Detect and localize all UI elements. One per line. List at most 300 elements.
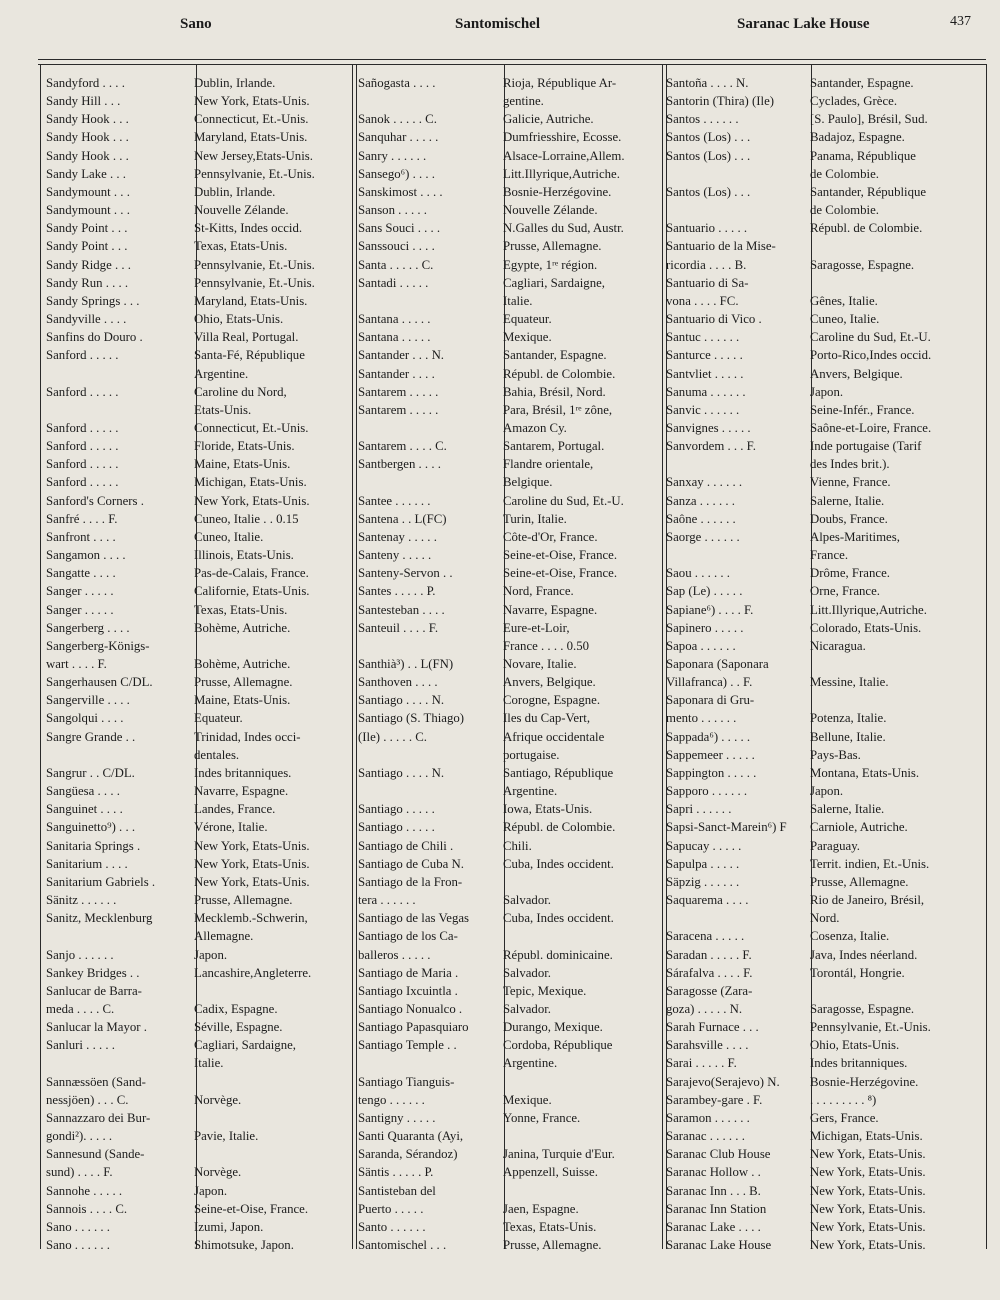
entry-row: [358, 256, 661, 274]
entry-place: Argentine.: [503, 1056, 558, 1071]
entry-name: Sanitarium Gabriels .: [46, 874, 156, 889]
entry-name: Sapporo . . . . . .: [666, 784, 748, 799]
entry-place: [S. Paulo], Brésil, Sud.: [810, 112, 928, 127]
entry-row: [358, 1000, 661, 1018]
entry-name: Sansego⁶) . . . .: [358, 166, 435, 181]
entry-name: Saranac Inn . . . B.: [666, 1183, 761, 1198]
entry-row: [358, 237, 661, 255]
entry-place: Drôme, France.: [810, 566, 890, 581]
entry-row: [666, 673, 978, 691]
entry-place: Izumi, Japon.: [194, 1219, 264, 1234]
entry-name: [666, 546, 810, 564]
entry-row: [666, 419, 978, 437]
entry-row: [46, 201, 348, 219]
entry-place: Yonne, France.: [503, 1110, 581, 1125]
entry-place: Michigan, Etats-Unis.: [194, 475, 307, 490]
entry-name: [46, 927, 194, 945]
entry-name: Santiago Ixcuintla .: [358, 983, 458, 998]
entry-name: Saracena . . . . .: [666, 929, 745, 944]
entry-name: Santuario . . . . .: [666, 221, 748, 236]
entry-name: vona . . . . FC.: [666, 293, 739, 308]
top-rule-inner: [38, 64, 986, 65]
entry-row: [666, 92, 978, 110]
entry-place: N.Galles du Sud, Austr.: [503, 221, 624, 236]
entry-name: Sarahsville . . . .: [666, 1038, 749, 1053]
entry-row: [46, 328, 348, 346]
entry-row: [46, 1127, 348, 1145]
entry-row: [666, 219, 978, 237]
entry-place: des Indes brit.).: [810, 457, 890, 472]
entry-place: Bohème, Autriche.: [194, 620, 291, 635]
entry-name: Santhià³) . . L(FN): [358, 657, 454, 671]
entry-name: Sanxay . . . . . .: [666, 475, 743, 490]
entry-place: Salvador.: [503, 1001, 551, 1016]
entry-name: Santigny . . . . .: [358, 1110, 436, 1125]
entry-name: Saranac Club House: [666, 1147, 771, 1162]
entry-row: [358, 147, 661, 165]
entry-row: [358, 1054, 661, 1072]
entry-place: Japon.: [810, 384, 844, 399]
entry-name: Saranac Lake . . . .: [666, 1219, 761, 1234]
entry-row: [46, 1073, 348, 1091]
entry-place: Pas-de-Calais, France.: [194, 566, 309, 581]
entry-row: [46, 219, 348, 237]
entry-row: [46, 473, 348, 491]
entry-row: [666, 365, 978, 383]
entry-place: Galicie, Autriche.: [503, 112, 594, 127]
entry-place: Cagliari, Sardaigne,: [194, 1038, 296, 1053]
entry-row: [46, 383, 348, 401]
entry-name: Sanger . . . . .: [46, 602, 114, 617]
entry-name: [358, 637, 503, 655]
entry-place: Prusse, Allemagne.: [503, 239, 602, 254]
entry-place: Appenzell, Suisse.: [503, 1165, 598, 1180]
entry-name: Säntis . . . . . P.: [358, 1165, 434, 1180]
entry-name: Santeny-Servon . .: [358, 566, 453, 581]
entry-place: de Colombie.: [810, 166, 879, 181]
entry-place: Montana, Etats-Unis.: [810, 765, 920, 780]
entry-name: Saquarema . . . .: [666, 893, 749, 908]
entry-row: [358, 365, 661, 383]
entry-name: [358, 92, 503, 110]
entry-name: Sanfront . . . .: [46, 529, 116, 544]
entry-name: Sanuma . . . . . .: [666, 384, 746, 399]
entry-row: [46, 237, 348, 255]
entry-name: Sarajevo(Serajevo) N.: [666, 1074, 780, 1089]
entry-row: [46, 691, 348, 709]
entry-name: Santbergen . . . .: [358, 457, 441, 472]
entry-row: [46, 1145, 348, 1163]
entry-place: [194, 637, 348, 655]
entry-row: [46, 74, 348, 92]
entry-row: [666, 292, 978, 310]
entry-row: [666, 637, 978, 655]
entry-place: Cuneo, Italie.: [194, 529, 264, 544]
entry-row: [358, 818, 661, 836]
entry-name: Santos (Los) . . .: [666, 130, 751, 145]
entry-row: [46, 1218, 348, 1236]
entry-place: Santander, République: [810, 184, 927, 199]
entry-place: [810, 237, 978, 255]
entry-place: Amazon Cy.: [503, 420, 567, 435]
entry-place: Pennsylvanie, Et.-Unis.: [810, 1020, 931, 1035]
entry-row: [666, 1127, 978, 1145]
entry-name: Sannesund (Sande-: [46, 1147, 145, 1162]
entry-name: Sappemeer . . . . .: [666, 747, 755, 762]
entry-name: Sanlucar la Mayor .: [46, 1020, 147, 1035]
entry-name: Santhoven . . . .: [358, 675, 438, 690]
entry-place: Illinois, Etats-Unis.: [194, 548, 294, 563]
entry-place: gentine.: [503, 94, 544, 109]
entry-row: [46, 709, 348, 727]
entry-name: Santuario di Vico .: [666, 312, 762, 327]
entry-row: [666, 619, 978, 637]
entry-name: Sanford's Corners .: [46, 493, 144, 508]
entry-name: Santiago Tianguis-: [358, 1074, 455, 1089]
entry-name: Saragosse (Zara-: [666, 983, 753, 998]
entry-name: Sap (Le) . . . . .: [666, 584, 743, 599]
entry-row: [666, 274, 978, 292]
entry-name: Sanfré . . . . F.: [46, 511, 118, 526]
entry-name: Sandy Ridge . . .: [46, 257, 131, 272]
entry-name: Sandy Hook . . .: [46, 130, 129, 145]
entry-row: [46, 128, 348, 146]
entry-place: Egypte, 1ʳᵉ région.: [503, 257, 598, 272]
entry-row: [46, 510, 348, 528]
entry-row: [46, 147, 348, 165]
entry-name: Santisteban del: [358, 1183, 436, 1198]
entry-name: Saou . . . . . .: [666, 566, 730, 581]
entry-row: [358, 128, 661, 146]
entry-name: Sans Souci . . . .: [358, 221, 441, 236]
entry-place: Rio de Janeiro, Brésil,: [810, 893, 925, 908]
entry-row: [358, 92, 661, 110]
entry-place: dentales.: [194, 747, 240, 762]
entry-name: Sanfins do Douro .: [46, 330, 143, 345]
entry-place: Tepic, Mexique.: [503, 983, 587, 998]
entry-row: [358, 528, 661, 546]
entry-name: [46, 1054, 194, 1072]
entry-name: gondi²). . . . .: [46, 1129, 113, 1144]
entry-place: Seine-Infér., France.: [810, 402, 915, 417]
entry-row: [358, 1200, 661, 1218]
entry-row: [666, 1018, 978, 1036]
entry-place: Maine, Etats-Unis.: [194, 693, 291, 708]
entry-name: Santiago . . . . N.: [358, 765, 445, 780]
column-border: [352, 64, 353, 1249]
entry-place: Républ. de Colombie.: [503, 366, 616, 381]
entry-row: [46, 764, 348, 782]
entry-name: Sapucay . . . . .: [666, 838, 742, 853]
entry-row: [666, 1145, 978, 1163]
entry-place: Bahia, Brésil, Nord.: [503, 384, 606, 399]
entry-name: Sanguinet . . . .: [46, 802, 123, 817]
entry-name: Sandymount . . .: [46, 203, 130, 218]
entry-place: New York, Etats-Unis.: [194, 874, 310, 889]
page-number: 437: [950, 14, 971, 29]
entry-place: Bosnie-Herzégovine.: [810, 1074, 919, 1089]
entry-place: Dublin, Irlande.: [194, 184, 276, 199]
entry-name: Santee . . . . . .: [358, 493, 431, 508]
entry-name: Santiago de Cuba N.: [358, 856, 464, 871]
entry-place: Norvège.: [194, 1092, 242, 1107]
entry-place: Seine-et-Oise, France.: [503, 566, 618, 581]
column-border: [986, 64, 987, 1249]
entry-name: Santiago de Maria .: [358, 965, 459, 980]
entry-place: Prusse, Allemagne.: [810, 874, 909, 889]
entry-row: [46, 92, 348, 110]
entry-row: [46, 1163, 348, 1181]
entry-row: [666, 1000, 978, 1018]
entry-name: Santiago de la Fron-: [358, 874, 463, 889]
entry-row: [358, 728, 661, 746]
entry-place: Bosnie-Herzégovine.: [503, 184, 612, 199]
entry-place: Jaen, Espagne.: [503, 1201, 579, 1216]
entry-row: [358, 946, 661, 964]
entry-row: [46, 365, 348, 383]
entry-name: Sanquhar . . . . .: [358, 130, 439, 145]
entry-name: [358, 1054, 503, 1072]
entry-row: [46, 183, 348, 201]
entry-row: [666, 709, 978, 727]
entry-name: Santomischel . . .: [358, 1238, 447, 1252]
entry-place: de Colombie.: [810, 203, 879, 218]
entry-place: New York, Etats-Unis.: [810, 1201, 926, 1216]
entry-place: Indes britanniques.: [194, 765, 292, 780]
entry-row: [46, 728, 348, 746]
entry-name: Santana . . . . .: [358, 330, 431, 345]
entry-name: Sarambey-gare . F.: [666, 1092, 763, 1107]
entry-name: [46, 365, 194, 383]
entry-row: [358, 219, 661, 237]
entry-row: [46, 1109, 348, 1127]
entry-row: [46, 800, 348, 818]
entry-name: Sanitz, Mecklenburg: [46, 911, 153, 926]
entry-row: [666, 401, 978, 419]
entry-name: tera . . . . . .: [358, 893, 416, 908]
entry-place: Séville, Espagne.: [194, 1020, 283, 1035]
entry-name: Sanry . . . . . .: [358, 148, 427, 163]
entry-name: Sanvordem . . . F.: [666, 439, 756, 454]
entry-row: [358, 310, 661, 328]
entry-name: Sapoa . . . . . .: [666, 638, 736, 653]
entry-place: Pavie, Italie.: [194, 1129, 259, 1144]
entry-row: [358, 891, 661, 909]
entry-row: [46, 492, 348, 510]
entry-place: Prusse, Allemagne.: [194, 675, 293, 690]
entry-place: Caroline du Sud, Et.-U.: [810, 330, 931, 345]
entry-name: Sangerberg-Königs-: [46, 638, 150, 653]
entry-place: Cuneo, Italie.: [810, 312, 880, 327]
entry-row: [666, 183, 978, 201]
entry-row: [666, 165, 978, 183]
entry-place: Italie.: [503, 293, 533, 308]
entry-name: Sangolqui . . . .: [46, 711, 124, 726]
entry-row: [46, 455, 348, 473]
entry-name: Sanson . . . . .: [358, 203, 427, 218]
entry-row: [46, 165, 348, 183]
entry-row: [46, 873, 348, 891]
entry-place: Pennsylvanie, Et.-Unis.: [194, 275, 315, 290]
entry-name: Santesteban . . . .: [358, 602, 445, 617]
entry-place: Nicaragua.: [810, 638, 866, 653]
entry-place: Texas, Etats-Unis.: [503, 1219, 597, 1234]
entry-row: [358, 1182, 661, 1200]
entry-place: Nouvelle Zélande.: [194, 203, 289, 218]
entry-row: [666, 528, 978, 546]
entry-name: Saradan . . . . . F.: [666, 947, 752, 962]
entry-name: Saorge . . . . . .: [666, 529, 740, 544]
entry-row: [666, 746, 978, 764]
entry-row: [46, 909, 348, 927]
entry-place: Torontál, Hongrie.: [810, 965, 905, 980]
entry-row: [358, 455, 661, 473]
entry-name: Säpzig . . . . . .: [666, 874, 740, 889]
entry-row: [358, 1127, 661, 1145]
entry-name: Santiago de Chili .: [358, 838, 454, 853]
entry-place: Dublin, Irlande.: [194, 76, 276, 90]
entry-place: Républ. de Colombie.: [810, 221, 923, 236]
entry-row: [666, 909, 978, 927]
entry-name: Sanguinetto⁹) . . .: [46, 820, 136, 835]
entry-name: Santa . . . . . C.: [358, 257, 434, 272]
entry-row: [46, 1000, 348, 1018]
entry-row: [46, 655, 348, 673]
entry-name: [358, 782, 503, 800]
entry-place: Turin, Italie.: [503, 511, 567, 526]
entry-name: Santadi . . . . .: [358, 275, 429, 290]
entry-place: [503, 873, 661, 891]
entry-place: Iowa, Etats-Unis.: [503, 802, 593, 817]
entry-place: Ohio, Etats-Unis.: [194, 312, 284, 327]
entry-place: Iles du Cap-Vert,: [503, 711, 591, 726]
entry-name: Sanssouci . . . .: [358, 239, 435, 254]
entry-place: New York, Etats-Unis.: [810, 1219, 926, 1234]
entry-place: New York, Etats-Unis.: [194, 493, 310, 508]
entry-row: [46, 837, 348, 855]
entry-row: [358, 709, 661, 727]
entry-place: Seine-et-Oise, France.: [503, 548, 618, 563]
entry-row: [666, 492, 978, 510]
entry-row: [358, 637, 661, 655]
entry-row: [666, 818, 978, 836]
entry-place: [503, 1073, 661, 1091]
entry-name: nessjöen) . . . C.: [46, 1092, 129, 1107]
entry-place: [194, 1109, 348, 1127]
entry-row: [666, 691, 978, 709]
entry-place: Litt.Illyrique,Autriche.: [810, 602, 927, 617]
entry-name: [666, 455, 810, 473]
entry-name: [666, 909, 810, 927]
entry-row: [358, 274, 661, 292]
entry-row: [666, 473, 978, 491]
entry-row: [46, 1236, 348, 1254]
entry-name: Santes . . . . . P.: [358, 584, 436, 599]
entry-name: ricordia . . . . B.: [666, 257, 747, 272]
entry-row: [46, 274, 348, 292]
entry-row: [666, 1073, 978, 1091]
entry-place: Territ. indien, Et.-Unis.: [810, 856, 930, 871]
entry-place: Seine-et-Oise, France.: [194, 1201, 309, 1216]
entry-name: Santos . . . . . .: [666, 112, 739, 127]
entry-place: Eure-et-Loir,: [503, 620, 570, 635]
entry-row: [46, 1018, 348, 1036]
entry-row: [666, 601, 978, 619]
entry-row: [358, 855, 661, 873]
entry-row: [666, 855, 978, 873]
entry-row: [46, 746, 348, 764]
entry-name: goza) . . . . . N.: [666, 1001, 743, 1016]
entry-name: (Ile) . . . . . C.: [358, 729, 427, 744]
entry-name: Sanvignes . . . . .: [666, 420, 751, 435]
entry-place: Argentine.: [194, 366, 249, 381]
entry-place: Michigan, Etats-Unis.: [810, 1129, 923, 1144]
entry-place: [810, 982, 978, 1000]
entry-row: [358, 982, 661, 1000]
entry-row: [46, 582, 348, 600]
entry-row: [46, 546, 348, 564]
entry-name: Sanford . . . . .: [46, 384, 119, 399]
entry-name: Sandy Hill . . .: [46, 94, 121, 109]
entry-row: [358, 837, 661, 855]
entry-name: Santuario de la Mise-: [666, 239, 776, 254]
entry-name: Sandyville . . . .: [46, 312, 127, 327]
entry-name: Santiago . . . . .: [358, 820, 435, 835]
entry-place: Bellune, Italie.: [810, 729, 886, 744]
entry-row: [666, 800, 978, 818]
entry-name: Santos (Los) . . .: [666, 184, 751, 199]
entry-row: [46, 964, 348, 982]
entry-row: [666, 256, 978, 274]
entry-row: [666, 891, 978, 909]
entry-name: Sanitarium . . . .: [46, 856, 128, 871]
entry-row: [358, 401, 661, 419]
column-border: [40, 64, 41, 1249]
entry-row: [358, 673, 661, 691]
entry-row: [666, 1109, 978, 1127]
entry-row: [358, 419, 661, 437]
entry-name: Sanford . . . . .: [46, 348, 119, 363]
entry-name: Sandy Hook . . .: [46, 148, 129, 163]
entry-place: Potenza, Italie.: [810, 711, 887, 726]
entry-place: Anvers, Belgique.: [503, 675, 596, 690]
entry-name: Sandy Lake . . .: [46, 166, 126, 181]
entry-place: Java, Indes néerland.: [810, 947, 918, 962]
entry-name: Sannois . . . . C.: [46, 1201, 128, 1216]
entry-name: Sandyford . . . .: [46, 76, 125, 90]
entry-place: Para, Brésil, 1ʳᵉ zône,: [503, 402, 613, 417]
entry-place: Villa Real, Portugal.: [194, 330, 299, 345]
entry-name: Saponara di Gru-: [666, 693, 755, 708]
entry-place: Indes britanniques.: [810, 1056, 908, 1071]
entry-row: [358, 183, 661, 201]
entry-place: Ohio, Etats-Unis.: [810, 1038, 900, 1053]
entry-row: [46, 1054, 348, 1072]
entry-name: Santander . . . .: [358, 366, 435, 381]
entry-row: [666, 1054, 978, 1072]
entry-name: [358, 473, 503, 491]
entry-row: [46, 346, 348, 364]
entry-place: Saragosse, Espagne.: [810, 257, 915, 272]
entry-name: Saône . . . . . .: [666, 511, 736, 526]
entry-name: Saramon . . . . . .: [666, 1110, 750, 1125]
entry-name: Santi Quaranta (Ayi,: [358, 1129, 464, 1144]
entry-place: Alsace-Lorraine,Allem.: [503, 148, 625, 163]
entry-row: [666, 455, 978, 473]
entry-row: [358, 691, 661, 709]
entry-name: Sapiane⁶) . . . . F.: [666, 602, 754, 617]
entry-place: Lancashire,Angleterre.: [194, 965, 312, 980]
